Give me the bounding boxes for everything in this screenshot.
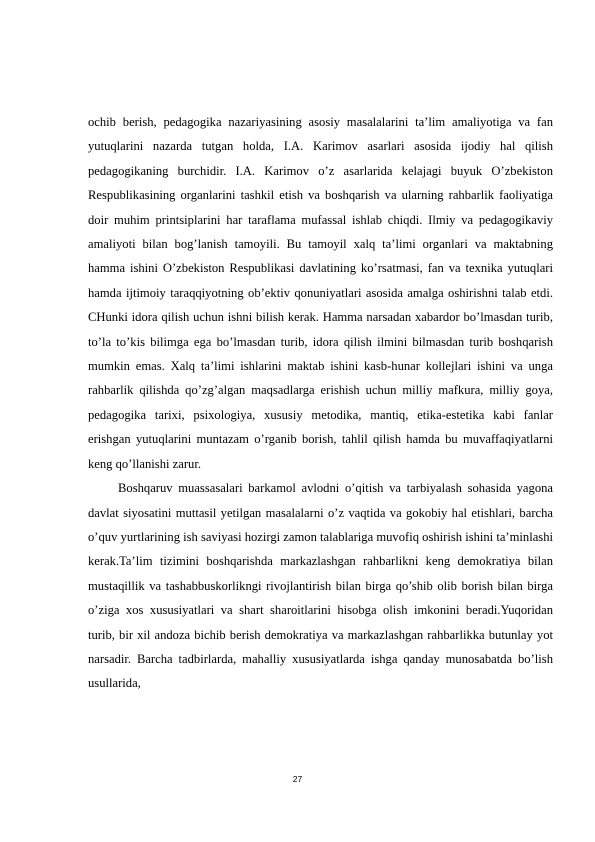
paragraph-1: ochib berish, pedagogika nazariyasining asosiy masalalarini ta’lim amaliyotiga va fan yutuqlarini nazarda tutgan holda, I.A. Karimov asarlari asosida ijodiy hal qilish pedagogikaning burchidir. I.A. Karimov o’z asarlarida kelajagi buyuk O’zbekiston Respublikasining organlarini tashkil etish va boshqarish va ularning rahbarlik faoliyatiga doir muhim printsiplarini har taraflama mufassal ishlab chiqdi. Ilmiy va pedagogikaviy amaliyoti bilan bog’lanish tamoyili. Bu tamoyil xalq ta’limi organlari va maktabning hamma ishini O’zbekiston Respublikasi davlatining ko’rsatmasi, fan va texnika yutuqlari hamda ijtimoiy taraqqiyotning ob’ektiv qonuniyatlari asosida amalga oshirishni talab etdi. CHunki idora qilish uchun ishni bilish kerak. Hamma narsadan xabardor bo’lmasdan turib, to’la to’kis bilimga ega bo’lmasdan turib, idora qilish ilmini bilmasdan turib boshqarish mumkin emas. Xalq ta’limi ishlarini maktab ishini kasb-hunar kollejlari ishini va unga rahbarlik qilishda qo’zg’algan maqsadlarga erishish uchun milliy mafkura, milliy goya, pedagogika tarixi, psixologiya, xususiy metodika, mantiq, etika-estetika kabi fanlar erishgan yutuqlarini muntazam o’rganib borish, tahlil qilish hamda bu muvaffaqiyatlarni keng qo’llanishi zarur.	[88, 115, 553, 471]
body-text	[88, 110, 553, 696]
page-number: 27	[292, 774, 303, 784]
paragraph-2: Boshqaruv muassasalari barkamol avlodni o’qitish va tarbiyalash sohasida yagona davlat siyosatini muttasil yetilgan masalalarni o’z vaqtida va gokobiy hal etishlari, barcha o’quv yurtlarining ish saviyasi hozirgi zamon talablariga muvofiq oshirish ishini ta’minlashi kerak.Ta’lim tizimini boshqarishda markazlashgan rahbarlikni keng demokratiya bilan mustaqillik va tashabbuskorlikngi rivojlantirish bilan birga qo’shib olib borish bilan birga o’ziga xos xususiyatlari va shart sharoitlarini hisobga olish imkonini beradi.Yuqoridan turib, bir xil andoza bichib berish demokratiya va markazlashgan rahbarlikka butunlay yot narsadir. Barcha tadbirlarda, mahalliy xususiyatlarda ishga qanday munosabatda bo’lish usullarida,	[88, 481, 553, 691]
